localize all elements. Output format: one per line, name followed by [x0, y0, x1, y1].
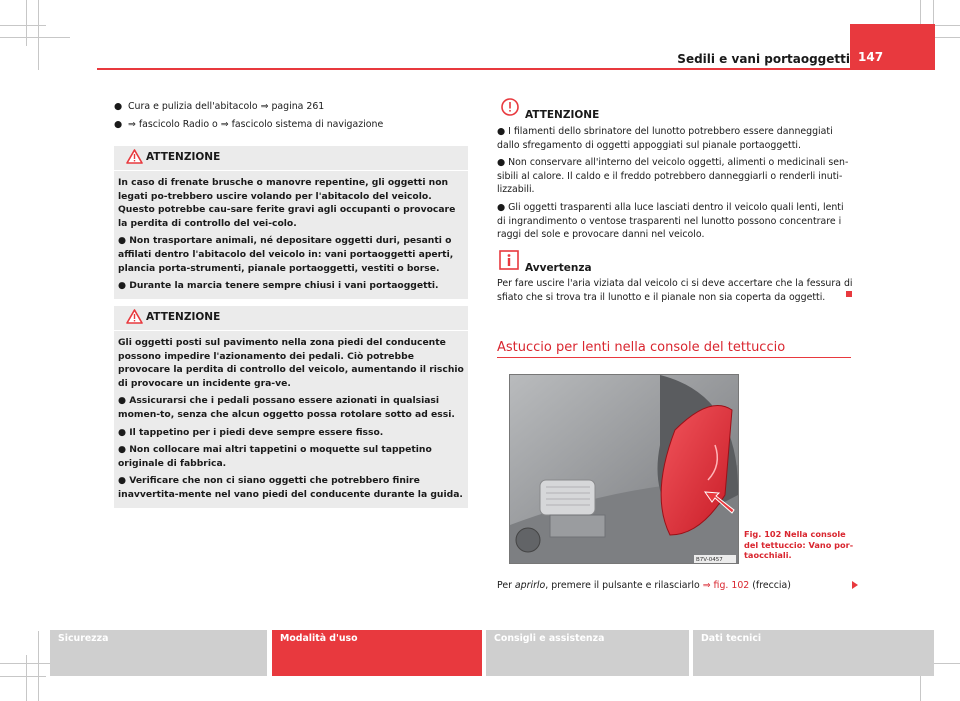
warning-triangle-icon: [126, 149, 143, 164]
end-square-icon: [846, 291, 852, 297]
crop-mark: [38, 0, 39, 70]
section-title: Astuccio per lenti nella console del tettuccio: [497, 340, 786, 355]
caution-label: ATTENZIONE: [525, 109, 600, 121]
figure-illustration: [510, 375, 738, 563]
warning-text: ● Non collocare mai altri tappetini o moquette sul tappetino originale di fabbrica.: [118, 444, 432, 469]
warning-text: ● Durante la marcia tenere sempre chiusi i vani portaoggetti.: [118, 280, 439, 292]
left-bullets: [114, 100, 468, 135]
next-page-arrow-icon: [852, 581, 858, 589]
tab-modalita-uso[interactable]: Modalità d'uso: [272, 630, 482, 676]
page-number-box: [850, 24, 935, 70]
warning-text: In caso di frenate brusche o manovre repentine, gli oggetti non legati po-trebbero uscire volando per l'abitacolo del veicolo. Questo potrebbe cau-sare ferite gravi agli occupanti o provocare la perdita di controllo del vei-colo.: [118, 177, 456, 229]
warning-box-2: [114, 306, 468, 508]
warning-text: Gli oggetti posti sul pavimento nella zona piedi del conducente possono impedire l'azionamento dei pedali. Ciò potrebbe provocare la perdita di controllo del veicolo, aumentando il rischio di provocare un incidente gra-ve.: [118, 337, 464, 389]
figure-reference-link[interactable]: ⇒ fig. 102: [702, 580, 750, 591]
list-item: ● Cura e pulizia dell'abitacolo ⇒ pagina 261: [114, 101, 325, 112]
figure-code: B7V-0457: [696, 557, 723, 563]
crop-mark: [0, 37, 70, 38]
crop-mark: [26, 0, 27, 46]
warning-label: ATTENZIONE: [146, 151, 221, 163]
tab-dati-tecnici[interactable]: Dati tecnici: [693, 630, 934, 676]
caution-paragraph: ● Non conservare all'interno del veicolo oggetti, alimenti o medicinali sen-sibili al calore. Il caldo e il freddo potrebbero danneggiarli o renderli inuti-lizzabili.: [497, 157, 849, 196]
warning-box-header: [114, 146, 468, 171]
tab-consigli-assistenza[interactable]: Consigli e assistenza: [486, 630, 689, 676]
section-rule: [497, 357, 851, 358]
note-text: Per fare uscire l'aria viziata dal veicolo ci si deve accertare che la fessura di sfiato che si trova tra il lunotto e il pianale non sia coperta da oggetti.: [497, 278, 853, 303]
caution-text: [497, 125, 853, 242]
warning-box-header: [114, 306, 468, 331]
crop-mark: [0, 676, 46, 677]
figure-102: [509, 374, 739, 564]
warning-label: ATTENZIONE: [146, 311, 221, 323]
crop-mark: [0, 25, 46, 26]
caution-paragraph: ● Gli oggetti trasparenti alla luce lasciati dentro il veicolo quali lenti, lenti di ingrandimento o ventose trasparenti nel lunotto possono concentrare i raggi del sole e provocare danni nel veicolo.: [497, 201, 844, 241]
header-rule: [97, 68, 850, 70]
warning-box-1: [114, 146, 468, 299]
warning-text: ● Assicurarsi che i pedali possano essere azionati in qualsiasi momen-to, senza che alcun oggetto possa rotolare sotto ad essi.: [118, 395, 455, 420]
warning-text: ● Non trasportare animali, né depositare oggetti duri, pesanti o affilati dentro l'abitacolo del veicolo in: vani portaoggetti aperti, plancia porta-strumenti, pianale portaoggetti, vestiti o borse.: [118, 235, 454, 274]
body-paragraph: Per aprirlo, premere il pulsante e rilasciarlo ⇒ fig. 102 (freccia): [497, 580, 791, 591]
list-item: ● ⇒ fascicolo Radio o ⇒ fascicolo sistema di navigazione: [114, 118, 384, 130]
note-label: Avvertenza: [525, 262, 592, 274]
page-header-title: Sedili e vani portaoggetti: [677, 52, 850, 66]
info-i-icon: [499, 250, 519, 270]
page-number: 147: [858, 50, 884, 64]
warning-text: ● Il tappetino per i piedi deve sempre essere fisso.: [118, 426, 384, 438]
chapter-tabs: [0, 630, 960, 676]
tab-sicurezza[interactable]: Sicurezza: [50, 630, 267, 676]
figure-caption: Fig. 102 Nella console del tettuccio: Vano por-taocchiali.: [744, 529, 854, 560]
exclamation-circle-icon: [501, 98, 519, 116]
caution-paragraph: ● I filamenti dello sbrinatore del lunotto potrebbero essere danneggiati dallo sfregamento di oggetti appoggiati sul pianale portaoggetti.: [497, 126, 833, 151]
warning-text: ● Verificare che non ci siano oggetti che potrebbero finire inavvertita-mente nel vano piedi del conducente durante la guida.: [118, 475, 463, 500]
warning-triangle-icon: [126, 309, 143, 324]
